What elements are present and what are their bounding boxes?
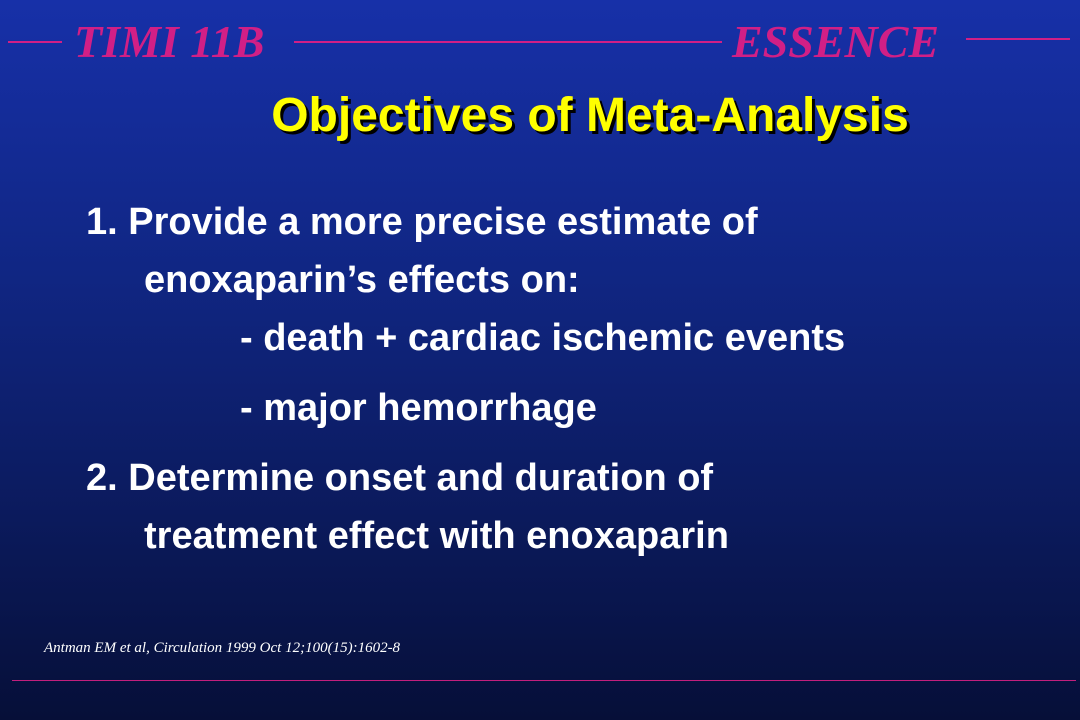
header-label-left: TIMI 11B (74, 16, 265, 67)
slide-title: Objectives of Meta-Analysis (271, 89, 909, 142)
objective-1-subitem-2: - major hemorrhage (240, 387, 597, 429)
objective-1-line-1: 1. Provide a more precise estimate of (86, 201, 758, 243)
header-rule-center (294, 41, 722, 43)
citation: Antman EM et al, Circulation 1999 Oct 12;100(15):1602-8 (44, 640, 401, 656)
objective-1-line-2: enoxaparin’s effects on: (144, 259, 580, 301)
header-label-right: ESSENCE (732, 16, 940, 67)
header-rule-right (966, 38, 1070, 40)
objective-2-line-2: treatment effect with enoxaparin (144, 515, 729, 557)
footer-rule (12, 680, 1076, 681)
objective-1-subitem-1: - death + cardiac ischemic events (240, 317, 846, 359)
objective-2-line-1: 2. Determine onset and duration of (86, 457, 714, 499)
header-rule-left (8, 41, 62, 43)
